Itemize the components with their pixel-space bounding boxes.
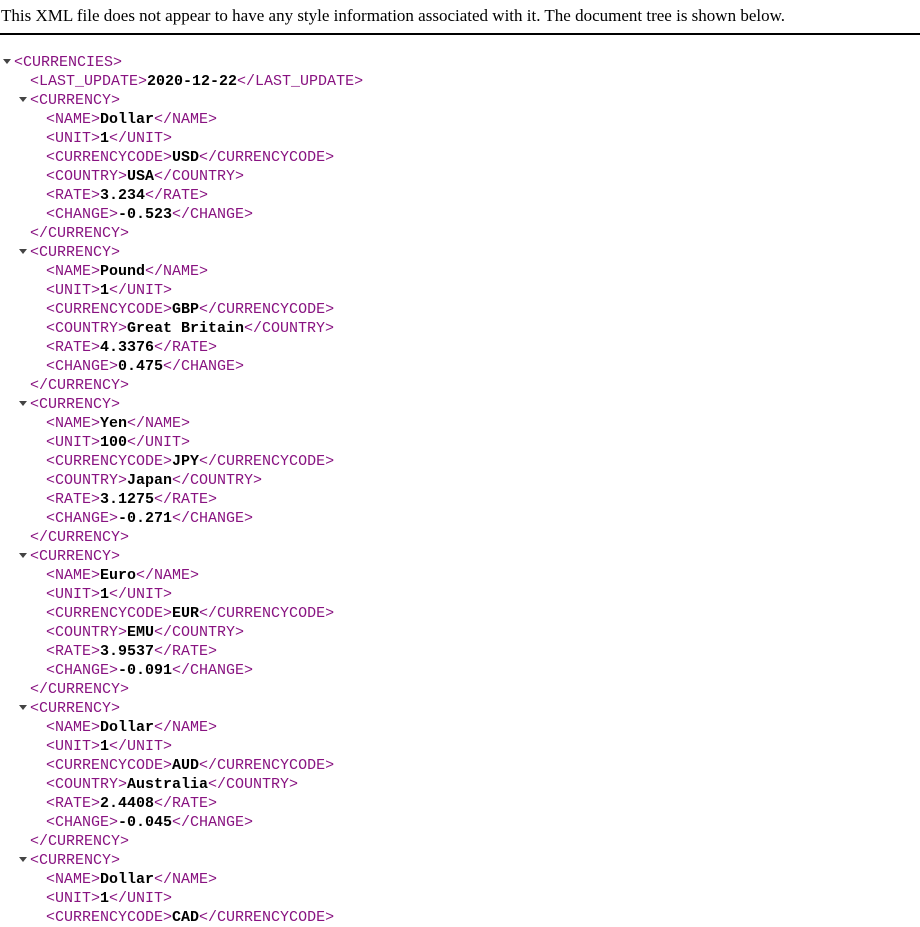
- xml-open-tag: <COUNTRY>: [46, 168, 128, 185]
- xml-text-value: Great Britain: [127, 320, 245, 337]
- xml-children: [46, 414, 920, 528]
- xml-leaf-element: [46, 794, 920, 813]
- xml-open-tag: <CURRENCYCODE>: [46, 909, 173, 926]
- xml-text-value: 3.9537: [100, 643, 155, 660]
- xml-element: [30, 547, 920, 699]
- xml-text-value: Yen: [100, 415, 128, 432]
- xml-text-value: 2020-12-22: [147, 73, 238, 90]
- xml-open-tag-line: [30, 91, 920, 110]
- xml-text-value: 4.3376: [100, 339, 155, 356]
- xml-leaf-element: [46, 471, 920, 490]
- xml-leaf-element: [46, 813, 920, 832]
- xml-text-value: 3.234: [100, 187, 146, 204]
- xml-close-tag-line: [30, 376, 920, 395]
- xml-open-tag: <RATE>: [46, 795, 101, 812]
- xml-text-value: 1: [100, 586, 110, 603]
- xml-open-tag-line: [30, 699, 920, 718]
- xml-element: [30, 699, 920, 851]
- xml-leaf-element: [46, 889, 920, 908]
- collapse-arrow-icon[interactable]: [19, 97, 27, 102]
- xml-open-tag: <RATE>: [46, 339, 101, 356]
- xml-leaf-element: [46, 452, 920, 471]
- xml-leaf-element: [46, 870, 920, 889]
- xml-leaf-element: [46, 623, 920, 642]
- xml-open-tag: <CHANGE>: [46, 814, 119, 831]
- xml-open-tag: <LAST_UPDATE>: [30, 73, 148, 90]
- xml-children: [46, 262, 920, 376]
- xml-close-tag: </LAST_UPDATE>: [237, 73, 364, 90]
- xml-leaf-element: [46, 262, 920, 281]
- xml-leaf-element: [46, 205, 920, 224]
- xml-open-tag: <NAME>: [46, 871, 101, 888]
- xml-close-tag: </RATE>: [145, 187, 209, 204]
- xml-close-tag-line: [30, 832, 920, 851]
- xml-leaf-element: [46, 129, 920, 148]
- xml-leaf-element: [46, 509, 920, 528]
- xml-open-tag: <CURRENCYCODE>: [46, 757, 173, 774]
- xml-leaf-element: [46, 186, 920, 205]
- xml-children: [46, 110, 920, 224]
- xml-open-tag: <UNIT>: [46, 282, 101, 299]
- xml-open-tag: <CHANGE>: [46, 206, 119, 223]
- xml-open-tag: <NAME>: [46, 263, 101, 280]
- xml-open-tag: <UNIT>: [46, 434, 101, 451]
- xml-leaf-element: [46, 300, 920, 319]
- xml-open-tag: <UNIT>: [46, 586, 101, 603]
- xml-open-tag: <UNIT>: [46, 130, 101, 147]
- xml-text-value: -0.271: [118, 510, 173, 527]
- xml-close-tag: </CURRENCYCODE>: [199, 909, 335, 926]
- xml-leaf-element: [46, 566, 920, 585]
- xml-open-tag-line: [30, 547, 920, 566]
- xml-text-value: 3.1275: [100, 491, 155, 508]
- xml-open-tag: <RATE>: [46, 491, 101, 508]
- xml-leaf-element: [46, 414, 920, 433]
- xml-close-tag: </CURRENCYCODE>: [199, 453, 335, 470]
- xml-text-value: 100: [100, 434, 128, 451]
- xml-open-tag: <CHANGE>: [46, 662, 119, 679]
- xml-open-tag: <CURRENCY>: [30, 92, 121, 109]
- xml-close-tag: </COUNTRY>: [208, 776, 299, 793]
- xml-leaf-element: [46, 642, 920, 661]
- xml-leaf-element: [46, 775, 920, 794]
- xml-open-tag-line: [30, 395, 920, 414]
- xml-open-tag: <CURRENCY>: [30, 700, 121, 717]
- xml-text-value: Pound: [100, 263, 146, 280]
- xml-text-value: USD: [172, 149, 200, 166]
- xml-close-tag: </CHANGE>: [172, 814, 254, 831]
- xml-open-tag: <RATE>: [46, 643, 101, 660]
- xml-open-tag: <COUNTRY>: [46, 776, 128, 793]
- xml-open-tag: <NAME>: [46, 415, 101, 432]
- xml-text-value: Australia: [127, 776, 209, 793]
- xml-close-tag: </UNIT>: [109, 586, 173, 603]
- xml-text-value: 2.4408: [100, 795, 155, 812]
- xml-close-tag: </UNIT>: [109, 130, 173, 147]
- xml-close-tag: </COUNTRY>: [172, 472, 263, 489]
- xml-text-value: 1: [100, 282, 110, 299]
- xml-text-value: -0.523: [118, 206, 173, 223]
- xml-leaf-element: [46, 433, 920, 452]
- xml-leaf-element: [46, 110, 920, 129]
- collapse-arrow-icon[interactable]: [19, 553, 27, 558]
- xml-open-tag: <CURRENCY>: [30, 548, 121, 565]
- xml-children: [30, 72, 920, 927]
- xml-element: [30, 243, 920, 395]
- xml-text-value: EUR: [172, 605, 200, 622]
- xml-close-tag-line: [30, 528, 920, 547]
- xml-text-value: 0.475: [118, 358, 164, 375]
- xml-close-tag: </UNIT>: [109, 890, 173, 907]
- xml-close-tag: </NAME>: [136, 567, 200, 584]
- xml-close-tag-line: [30, 224, 920, 243]
- xml-leaf-element: [46, 718, 920, 737]
- xml-text-value: 1: [100, 890, 110, 907]
- xml-leaf-element: [46, 148, 920, 167]
- xml-leaf-element: [46, 338, 920, 357]
- xml-close-tag: </NAME>: [154, 871, 218, 888]
- xml-text-value: 1: [100, 130, 110, 147]
- xml-close-tag: </RATE>: [154, 795, 218, 812]
- xml-text-value: USA: [127, 168, 155, 185]
- xml-leaf-element: [30, 72, 920, 91]
- xml-document-tree: [0, 53, 920, 927]
- xml-leaf-element: [46, 661, 920, 680]
- xml-children: [46, 870, 920, 927]
- xml-close-tag: </RATE>: [154, 491, 218, 508]
- xml-element: [14, 53, 920, 927]
- xml-leaf-element: [46, 319, 920, 338]
- xml-open-tag: <NAME>: [46, 719, 101, 736]
- xml-close-tag: </CHANGE>: [172, 510, 254, 527]
- xml-element: [30, 91, 920, 243]
- xml-leaf-element: [46, 167, 920, 186]
- xml-open-tag: <CHANGE>: [46, 510, 119, 527]
- xml-close-tag-line: [30, 680, 920, 699]
- collapse-arrow-icon[interactable]: [19, 705, 27, 710]
- xml-text-value: Dollar: [100, 719, 155, 736]
- collapse-arrow-icon[interactable]: [19, 401, 27, 406]
- xml-close-tag: </CURRENCYCODE>: [199, 605, 335, 622]
- xml-element: [30, 395, 920, 547]
- xml-open-tag: <UNIT>: [46, 890, 101, 907]
- xml-text-value: 1: [100, 738, 110, 755]
- xml-close-tag: </CHANGE>: [172, 206, 254, 223]
- xml-close-tag: </NAME>: [145, 263, 209, 280]
- collapse-arrow-icon[interactable]: [19, 249, 27, 254]
- xml-close-tag: </NAME>: [127, 415, 191, 432]
- xml-open-tag: <NAME>: [46, 567, 101, 584]
- xml-open-tag: <COUNTRY>: [46, 320, 128, 337]
- xml-close-tag: </UNIT>: [109, 282, 173, 299]
- xml-leaf-element: [46, 604, 920, 623]
- xml-close-tag: </UNIT>: [109, 738, 173, 755]
- xml-open-tag: <COUNTRY>: [46, 472, 128, 489]
- xml-open-tag: <CURRENCY>: [30, 396, 121, 413]
- xml-close-tag: </COUNTRY>: [244, 320, 335, 337]
- xml-close-tag: </CURRENCYCODE>: [199, 301, 335, 318]
- xml-text-value: CAD: [172, 909, 200, 926]
- xml-close-tag: </CHANGE>: [172, 662, 254, 679]
- xml-text-value: JPY: [172, 453, 200, 470]
- xml-leaf-element: [46, 756, 920, 775]
- collapse-arrow-icon[interactable]: [3, 59, 11, 64]
- xml-open-tag-line: [30, 243, 920, 262]
- xml-close-tag: </COUNTRY>: [154, 168, 245, 185]
- xml-close-tag: </COUNTRY>: [154, 624, 245, 641]
- xml-open-tag: <CURRENCYCODE>: [46, 453, 173, 470]
- xml-open-tag: <UNIT>: [46, 738, 101, 755]
- xml-text-value: AUD: [172, 757, 200, 774]
- xml-open-tag: <CURRENCYCODE>: [46, 149, 173, 166]
- xml-open-tag: <NAME>: [46, 111, 101, 128]
- xml-leaf-element: [46, 737, 920, 756]
- xml-close-tag: </UNIT>: [127, 434, 191, 451]
- xml-close-tag: </NAME>: [154, 111, 218, 128]
- collapse-arrow-icon[interactable]: [19, 857, 27, 862]
- xml-open-tag: <CHANGE>: [46, 358, 119, 375]
- xml-close-tag: </NAME>: [154, 719, 218, 736]
- xml-leaf-element: [46, 585, 920, 604]
- xml-close-tag: </CHANGE>: [163, 358, 245, 375]
- xml-text-value: Euro: [100, 567, 137, 584]
- xml-close-tag: </CURRENCY>: [30, 833, 130, 850]
- xml-close-tag: </CURRENCY>: [30, 681, 130, 698]
- xml-open-tag: <CURRENCYCODE>: [46, 301, 173, 318]
- xml-text-value: EMU: [127, 624, 155, 641]
- xml-open-tag: <RATE>: [46, 187, 101, 204]
- xml-close-tag: </RATE>: [154, 643, 218, 660]
- xml-text-value: -0.045: [118, 814, 173, 831]
- xml-text-value: Dollar: [100, 871, 155, 888]
- xml-element: [30, 851, 920, 927]
- xml-text-value: GBP: [172, 301, 200, 318]
- xml-close-tag: </CURRENCY>: [30, 225, 130, 242]
- xml-close-tag: </RATE>: [154, 339, 218, 356]
- xml-leaf-element: [46, 490, 920, 509]
- xml-leaf-element: [46, 357, 920, 376]
- xml-open-tag: <COUNTRY>: [46, 624, 128, 641]
- xml-text-value: Dollar: [100, 111, 155, 128]
- xml-leaf-element: [46, 908, 920, 927]
- xml-open-tag: <CURRENCY>: [30, 852, 121, 869]
- xml-close-tag: </CURRENCY>: [30, 529, 130, 546]
- xml-open-tag: <CURRENCIES>: [14, 54, 123, 71]
- xml-open-tag: <CURRENCYCODE>: [46, 605, 173, 622]
- xml-open-tag: <CURRENCY>: [30, 244, 121, 261]
- xml-open-tag-line: [14, 53, 920, 72]
- xml-children: [46, 566, 920, 680]
- xml-close-tag: </CURRENCY>: [30, 377, 130, 394]
- xml-children: [46, 718, 920, 832]
- xml-open-tag-line: [30, 851, 920, 870]
- xml-text-value: Japan: [127, 472, 173, 489]
- xml-text-value: -0.091: [118, 662, 173, 679]
- no-style-message: This XML file does not appear to have any style information associated with it. The document tree is shown below.: [1, 6, 786, 25]
- xml-leaf-element: [46, 281, 920, 300]
- xml-viewer-header: [0, 0, 920, 35]
- xml-close-tag: </CURRENCYCODE>: [199, 149, 335, 166]
- xml-close-tag: </CURRENCYCODE>: [199, 757, 335, 774]
